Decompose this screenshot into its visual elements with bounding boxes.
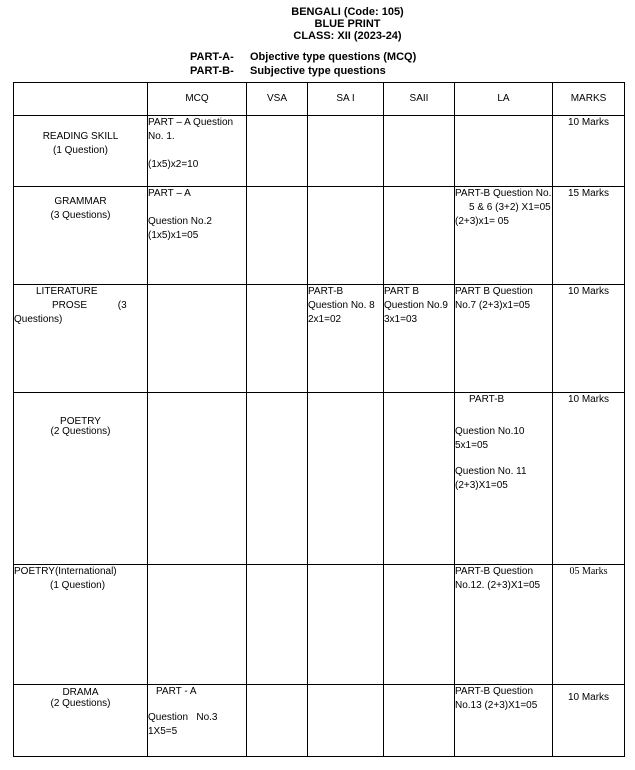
area-count: (2 Questions): [50, 426, 111, 437]
sa1-cell: [308, 685, 384, 757]
sa2-cell: [384, 685, 455, 757]
area-cell: [14, 285, 148, 393]
la-cell: PART-B Question No. 5 & 6 (3+2) X1=05 (2+3)x1= 05: [455, 187, 553, 285]
sa2-cell: [384, 116, 455, 187]
table-row: [14, 565, 625, 685]
part-b-label: PART-B-: [190, 65, 234, 77]
area-name: POETRY(International): [14, 566, 117, 577]
marks-cell: 10 Marks: [553, 116, 625, 187]
la-cell: PART-B Question No.10 5x1=05 Question No. 11 (2+3)X1=05: [455, 393, 553, 565]
header-cell-sa1: SA I: [308, 83, 384, 116]
vsa-cell: [247, 116, 308, 187]
header-cell-la: LA: [455, 83, 553, 116]
area-cell: [14, 685, 148, 757]
la-cell: PART B Question No.7 (2+3)x1=05: [455, 285, 553, 393]
sa1-cell: [308, 393, 384, 565]
marks-cell: 05 Marks: [553, 565, 625, 685]
area-cell: [14, 116, 148, 187]
area-subname: PROSE: [52, 300, 88, 311]
area-cell: [14, 565, 148, 685]
area-name: POETRY: [60, 416, 101, 427]
area-name: GRAMMAR: [54, 196, 107, 207]
la-cell: PART-B Question No.12. (2+3)X1=05: [455, 565, 553, 685]
area-count: (1 Question): [52, 145, 109, 156]
header-cell-sa2: SAII: [384, 83, 455, 116]
marks-cell: 10 Marks: [553, 685, 625, 757]
area-name: LITERATURE: [36, 286, 98, 297]
vsa-cell: [247, 685, 308, 757]
sa1-cell: [308, 565, 384, 685]
area-count: (3 Questions): [14, 300, 127, 325]
table-row: [14, 187, 625, 285]
marks-cell: 15 Marks: [553, 187, 625, 285]
area-count: (3 Questions): [50, 210, 111, 221]
sa2-cell: PART B Question No.9 3x1=03: [384, 285, 455, 393]
area-count: (1 Question): [50, 580, 106, 591]
mcq-cell: PART – A Question No.2 (1x5)x1=05: [148, 187, 247, 285]
vsa-cell: [247, 565, 308, 685]
document-title: BENGALI (Code: 105): [291, 6, 404, 18]
table-row: [14, 285, 625, 393]
part-b-text: Subjective type questions: [250, 65, 386, 77]
vsa-cell: [247, 393, 308, 565]
header-cell-mcq: MCQ: [148, 83, 247, 116]
class-line: CLASS: XII (2023-24): [293, 30, 402, 42]
document-subtitle: BLUE PRINT: [314, 18, 381, 30]
table-row: [14, 116, 625, 187]
sa1-cell: [308, 116, 384, 187]
header-cell-blank: [14, 83, 148, 116]
part-a-label: PART-A-: [190, 51, 234, 63]
sa1-cell: [308, 187, 384, 285]
part-a-text: Objective type questions (MCQ): [250, 51, 417, 63]
blueprint-table: [13, 82, 625, 757]
table-header-row: [14, 83, 625, 116]
area-count: (2 Questions): [50, 698, 111, 709]
table-row: [14, 393, 625, 565]
la-cell: PART-B Question No.13 (2+3)X1=05: [455, 685, 553, 757]
table-row: [14, 685, 625, 757]
sa1-cell: PART-B Question No. 8 2x1=02: [308, 285, 384, 393]
mcq-cell: [148, 565, 247, 685]
part-b-line: [190, 64, 416, 78]
la-cell: [455, 116, 553, 187]
marks-cell: 10 Marks: [553, 285, 625, 393]
mcq-cell: PART - A Question No.3 1X5=5: [148, 685, 247, 757]
vsa-cell: [247, 285, 308, 393]
mcq-cell: PART – A Question No. 1. (1x5)x2=10: [148, 116, 247, 187]
header-cell-marks: MARKS: [553, 83, 625, 116]
area-name: DRAMA: [62, 687, 99, 698]
document-header: [0, 6, 635, 42]
parts-legend: [190, 50, 416, 78]
marks-cell: 10 Marks: [553, 393, 625, 565]
header-cell-vsa: VSA: [247, 83, 308, 116]
sa2-cell: [384, 393, 455, 565]
vsa-cell: [247, 187, 308, 285]
mcq-cell: [148, 285, 247, 393]
mcq-cell: [148, 393, 247, 565]
part-a-line: [190, 50, 416, 64]
area-cell: [14, 393, 148, 565]
area-name: READING SKILL: [42, 131, 119, 142]
sa2-cell: [384, 187, 455, 285]
sa2-cell: [384, 565, 455, 685]
area-cell: [14, 187, 148, 285]
